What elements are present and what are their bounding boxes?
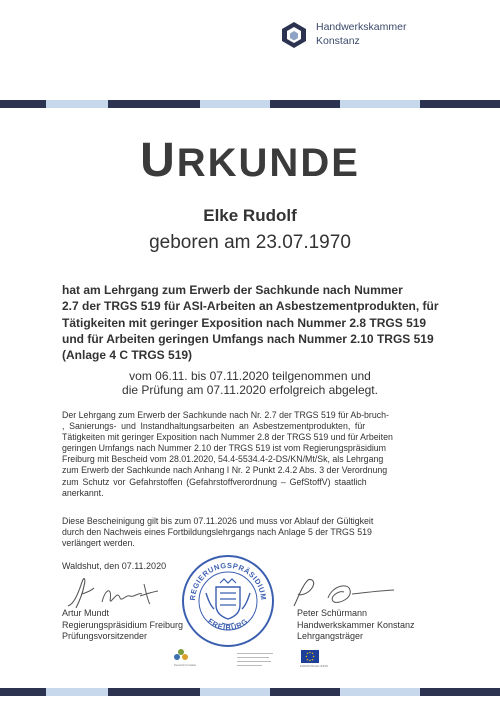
period-line: vom 06.11. bis 07.11.2020 teilgenommen und xyxy=(129,369,371,383)
partner-logo-caption: Deutsche Kontakte xyxy=(174,664,196,667)
statement-line: Tätigkeiten mit geringer Exposition nach Nummer 2.8 TRGS 519 xyxy=(62,315,427,330)
right-signatory xyxy=(297,608,415,643)
org-name-line2: Konstanz xyxy=(316,35,360,47)
title-initial: U xyxy=(140,134,177,187)
paragraph-line: zum Schutz vor Gefahrstoffen (Gefahrstoffverordnung – GefStoffV) staatlich xyxy=(62,476,367,487)
eu-flag-caption: EUROPÄISCHE UNION xyxy=(300,665,328,668)
signatory-role: Lehrgangsträger xyxy=(297,631,364,641)
recipient-name: Elke Rudolf xyxy=(203,206,297,225)
paragraph-line: Freiburg mit Bescheid vom 28.01.2020, 54.4-5534.4-2-DS/KN/Mt/Sk, als Lehrgang xyxy=(62,454,384,465)
left-signatory xyxy=(62,608,183,643)
paragraph-line: verlängert werden. xyxy=(62,538,135,549)
paragraph-line: geringen Umfangs nach Nummer 2.10 der TRGS 519 ist vom Regierungspräsidium xyxy=(62,443,387,454)
title-rest: RKUNDE xyxy=(176,141,360,185)
signatory-name: Artur Mundt xyxy=(62,608,110,618)
signatory-name: Peter Schürmann xyxy=(297,608,368,618)
place-date: Waldshut, den 07.11.2020 xyxy=(62,561,167,571)
header-logo xyxy=(282,20,482,54)
official-seal-icon xyxy=(180,553,276,649)
funding-text-logo-icon xyxy=(237,652,273,666)
org-name-line1: Handwerkskammer xyxy=(316,21,407,33)
statement-line: (Anlage 4 C TRGS 519) xyxy=(62,348,193,363)
course-period xyxy=(0,369,500,397)
certificate-title xyxy=(0,133,500,188)
footer-logos xyxy=(0,648,500,670)
seal-text-top: REGIERUNGSPRÄSIDIUM xyxy=(187,560,269,601)
paragraph-line: Diese Bescheinigung gilt bis zum 07.11.2026 und muss vor Ablauf der Gültigkeit xyxy=(62,516,374,526)
period-line: die Prüfung am 07.11.2020 erfolgreich abgelegt. xyxy=(122,383,378,397)
paragraph-line: anerkannt. xyxy=(62,487,104,498)
partner-logo-icon xyxy=(173,648,189,662)
bottom-stripe xyxy=(0,688,500,696)
statement-line: und für Arbeiten geringen Umfangs nach Nummer 2.10 TRGS 519 xyxy=(62,331,434,346)
paragraph-line: Tätigkeiten mit geringer Exposition nach Nummer 2.8 der TRGS 519 und für Arbeiten xyxy=(62,432,393,443)
validity-paragraph xyxy=(62,516,438,549)
signatory-org: Regierungspräsidium Freiburg xyxy=(62,619,184,630)
statement-line: 2.7 der TRGS 519 für ASI-Arbeiten an Asbestzementprodukten, für xyxy=(62,299,439,314)
seal-text-bottom: FREIBURG xyxy=(206,616,250,633)
paragraph-line: , Sanierungs- und Instandhaltungsarbeiten an Asbestzementprodukten, für xyxy=(62,421,366,432)
hwk-cube-logo-icon xyxy=(282,22,306,48)
paragraph-line: zum Erwerb der Sachkunde nach Anhang I Nr. 2 Punkt 2.4.2 Abs. 3 der Verordnung xyxy=(62,465,388,476)
statement-line: hat am Lehrgang zum Erwerb der Sachkunde nach Nummer xyxy=(62,283,403,297)
right-signature-icon xyxy=(288,576,398,612)
paragraph-line: Der Lehrgang zum Erwerb der Sachkunde nach Nr. 2.7 der TRGS 519 für Ab-bruch- xyxy=(62,410,389,420)
signatory-role: Prüfungsvorsitzender xyxy=(62,631,148,641)
signatory-org: Handwerkskammer Konstanz xyxy=(297,619,415,630)
paragraph-line: durch den Nachweis eines Fortbildungslehrgangs nach Anlage 5 der TRGS 519 xyxy=(62,527,372,538)
accreditation-paragraph xyxy=(62,410,438,499)
course-statement xyxy=(62,282,452,363)
top-stripe xyxy=(0,100,500,108)
eu-flag-icon xyxy=(301,650,319,663)
birth-date-line: geboren am 23.07.1970 xyxy=(149,232,351,253)
